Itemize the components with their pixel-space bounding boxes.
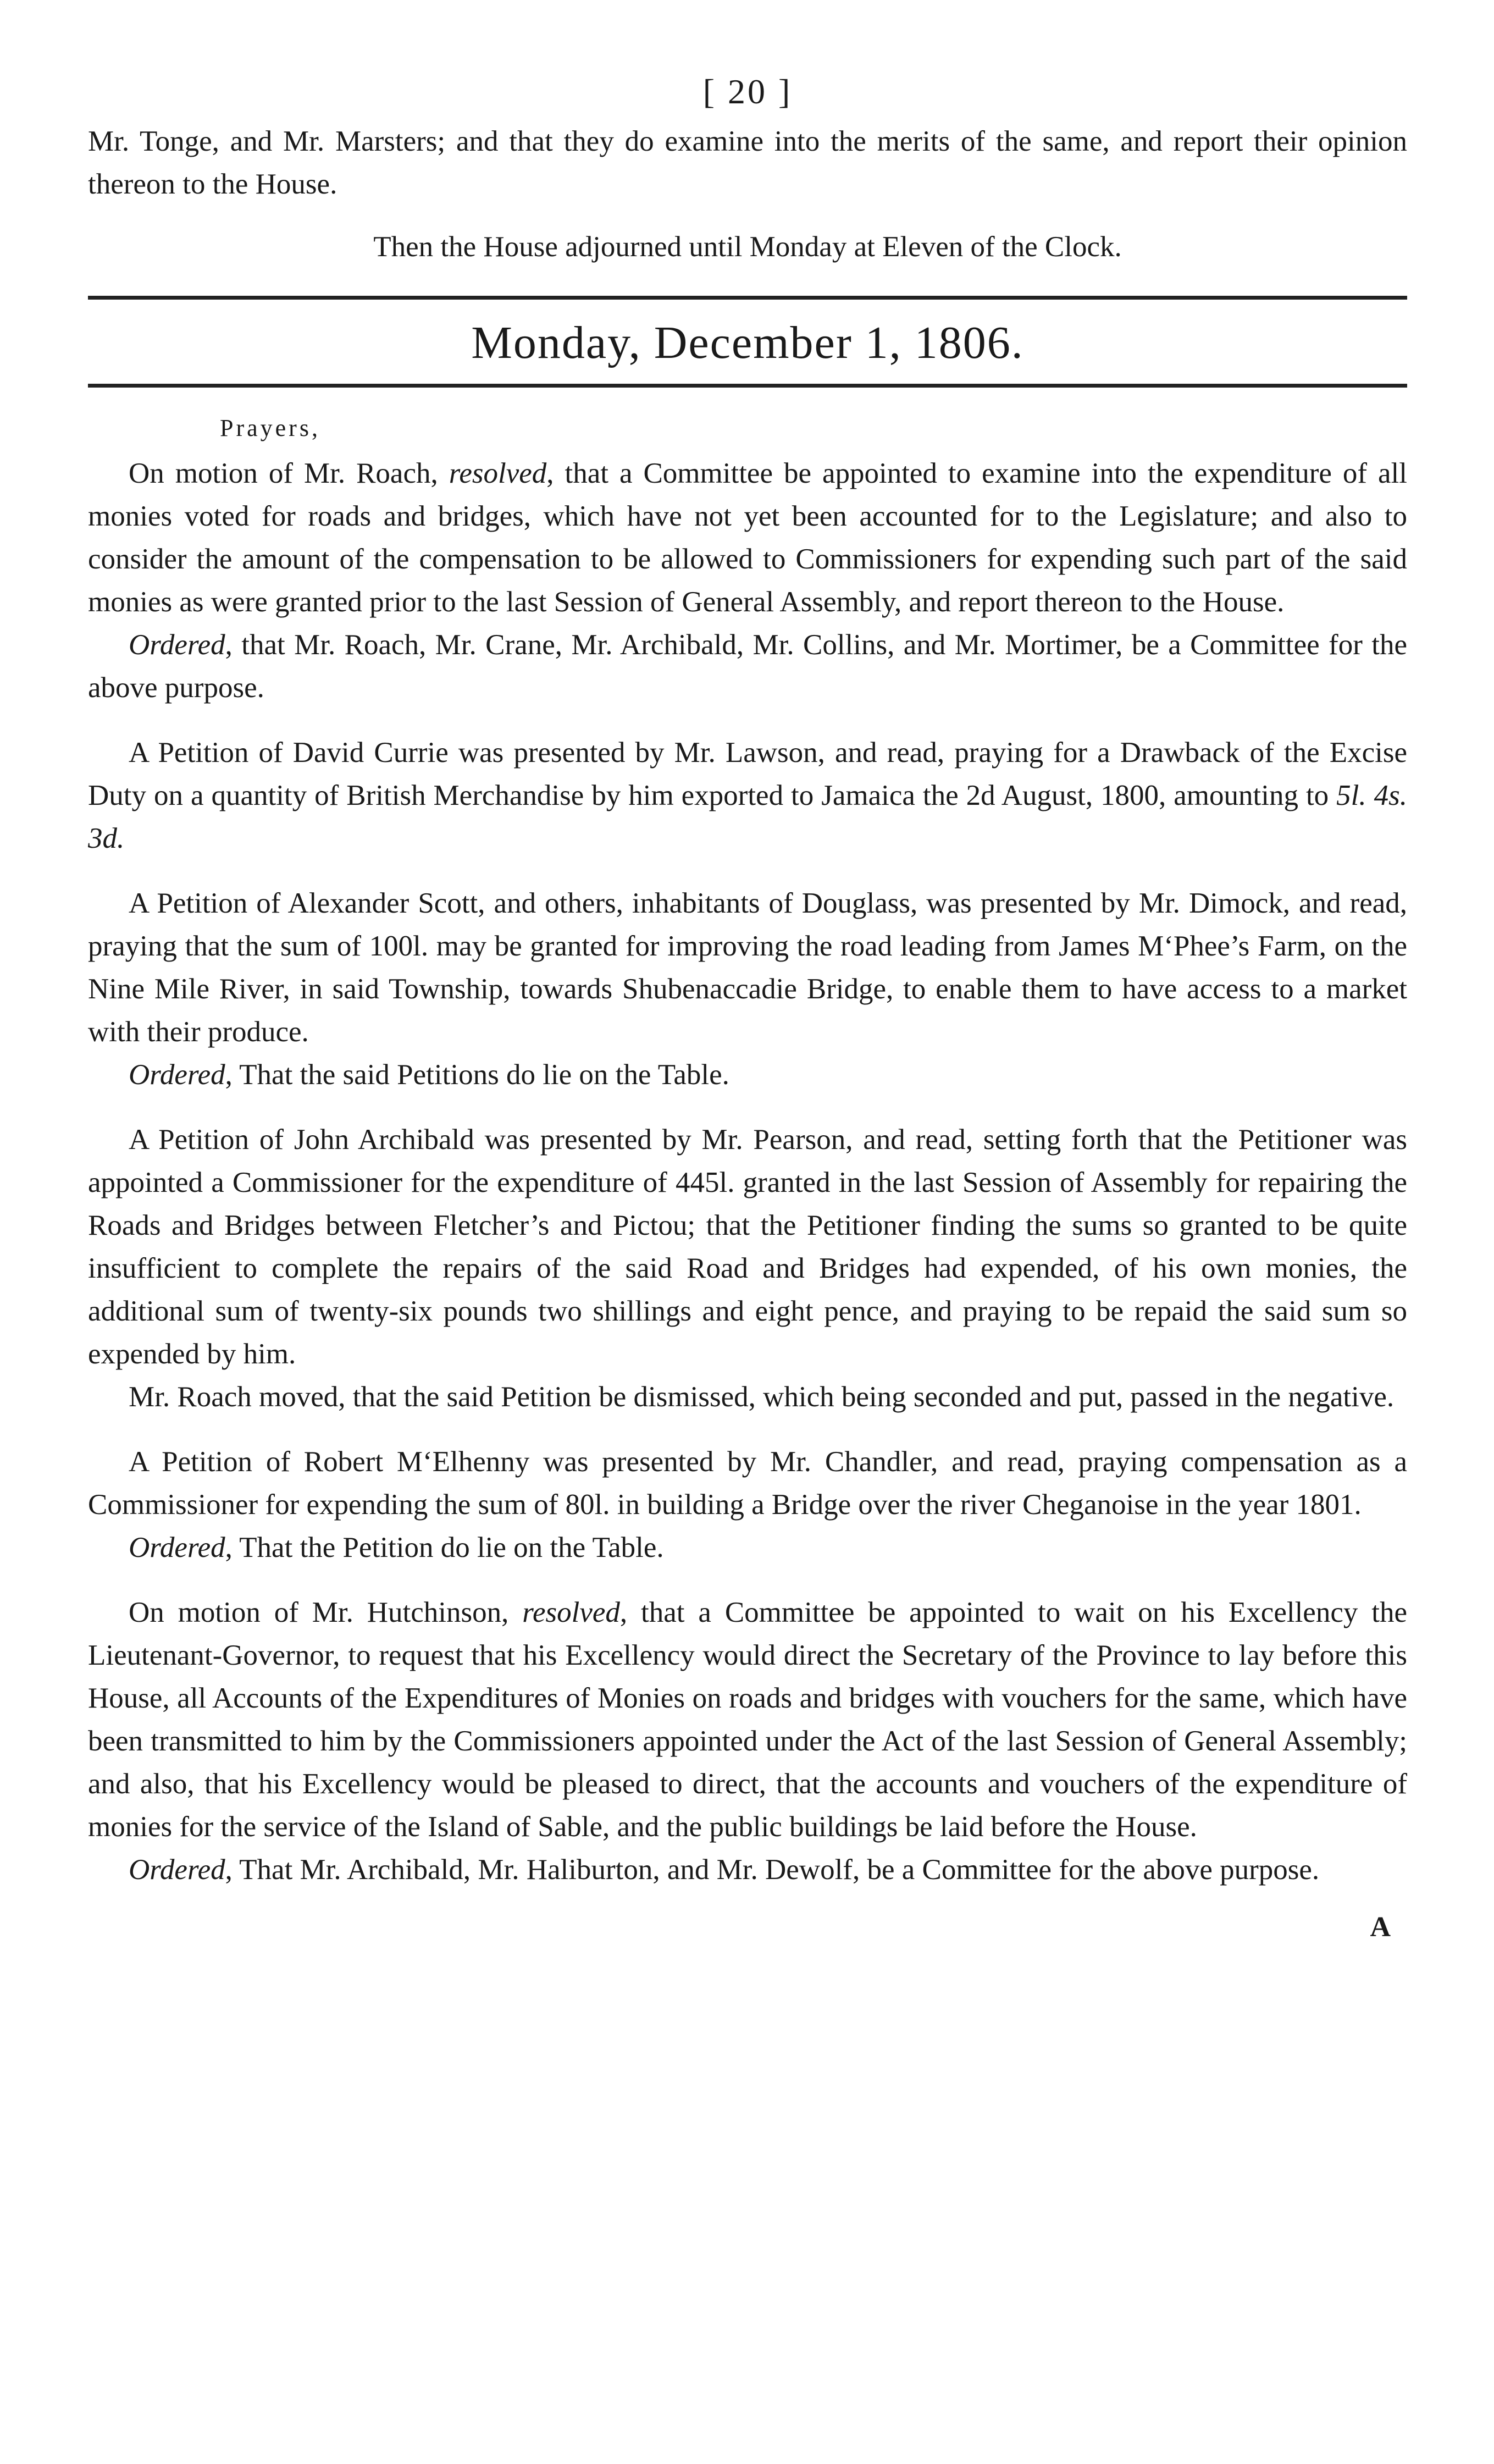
paragraph-mcelhenny-petition: A Petition of Robert M‘Elhenny was presented by Mr. Chandler, and read, praying compensation as a Commissioner for expending the sum of 80l. in building a Bridge over the river Cheganoise in the year 1801. bbox=[88, 1446, 1407, 1521]
top-rule bbox=[88, 296, 1407, 300]
paragraph-scott-petition: A Petition of Alexander Scott, and others, inhabitants of Douglass, was presented by Mr. Dimock, and read, praying that the sum of 100l. may be granted for improving the road leading from James M‘Phee’s Farm, on the Nine Mile River, in said Township, towards Shubenaccadie Bridge, to enable them to have access to a market with their produce. bbox=[88, 887, 1407, 1048]
paragraph-ordered-petition-table: Ordered, That the Petition do lie on the Table. bbox=[129, 1532, 664, 1564]
prayers-heading bbox=[220, 414, 1407, 442]
paragraph-archibald-petition: A Petition of John Archibald was presented by Mr. Pearson, and read, setting forth that the Petitioner was appointed a Commissioner for the expenditure of 445l. granted in the last Session of Assembly for repairing the Roads and Bridges between Fletcher’s and Pictou; that the Petitioner finding the sums so granted to be quite insufficient to complete the repairs of the said Road and Bridges had expended, of his own monies, the additional sum of twenty-six pounds two shillings and eight pence, and praying to be repaid the said sum so expended by him. bbox=[88, 1124, 1407, 1370]
paragraph-ordered-hutchinson-committee: Ordered, That Mr. Archibald, Mr. Haliburton, and Mr. Dewolf, be a Committee for the above purpose. bbox=[129, 1854, 1320, 1886]
journal-page bbox=[88, 71, 1407, 1943]
continued-paragraph: Mr. Tonge, and Mr. Marsters; and that they do examine into the merits of the same, and report their opinion thereon to the House. bbox=[88, 125, 1407, 200]
prayers-label: Prayers, bbox=[220, 415, 320, 441]
paragraph-roach-dismiss: Mr. Roach moved, that the said Petition be dismissed, which being seconded and put, passed in the negative. bbox=[129, 1381, 1395, 1413]
paragraph-roach-motion: On motion of Mr. Roach, resolved, that a Committee be appointed to examine into the expenditure of all monies voted for roads and bridges, which have not yet been accounted for to the Legislature; and also to consider the amount of the compensation to be allowed to Commissioners for expending such part of the said monies as were granted prior to the last Session of General Assembly, and report thereon to the House. bbox=[88, 457, 1407, 618]
date-heading: Monday, December 1, 1806. bbox=[471, 317, 1024, 368]
bottom-rule bbox=[88, 384, 1407, 388]
paragraph-currie-petition: A Petition of David Currie was presented by Mr. Lawson, and read, praying for a Drawback of the Excise Duty on a quantity of British Merchandise by him exported to Jamaica the 2d August, 1800, amounting to 5l. 4s. 3d. bbox=[88, 737, 1407, 854]
paragraph-hutchinson-motion: On motion of Mr. Hutchinson, resolved, that a Committee be appointed to wait on his Excellency the Lieutenant-Governor, to request that his Excellency would direct the Secretary of the Province to lay before this House, all Accounts of the Expenditures of Monies on roads and bridges with vouchers for the same, which have been transmitted to him by the Commissioners appointed under the Act of the last Session of General Assembly; and also, that his Excellency would be pleased to direct, that the accounts and vouchers of the expenditure of monies for the service of the Island of Sable, and the public buildings be laid before the House. bbox=[88, 1596, 1407, 1843]
catchword: A bbox=[1370, 1911, 1391, 1943]
page-number: [ 20 ] bbox=[702, 72, 793, 111]
paragraph-ordered-committee: Ordered, that Mr. Roach, Mr. Crane, Mr. Archibald, Mr. Collins, and Mr. Mortimer, be a Committee for the above purpose. bbox=[88, 629, 1407, 704]
adjournment-line: Then the House adjourned until Monday at Eleven of the Clock. bbox=[373, 231, 1122, 263]
paragraph-ordered-petitions: Ordered, That the said Petitions do lie on the Table. bbox=[129, 1059, 729, 1091]
